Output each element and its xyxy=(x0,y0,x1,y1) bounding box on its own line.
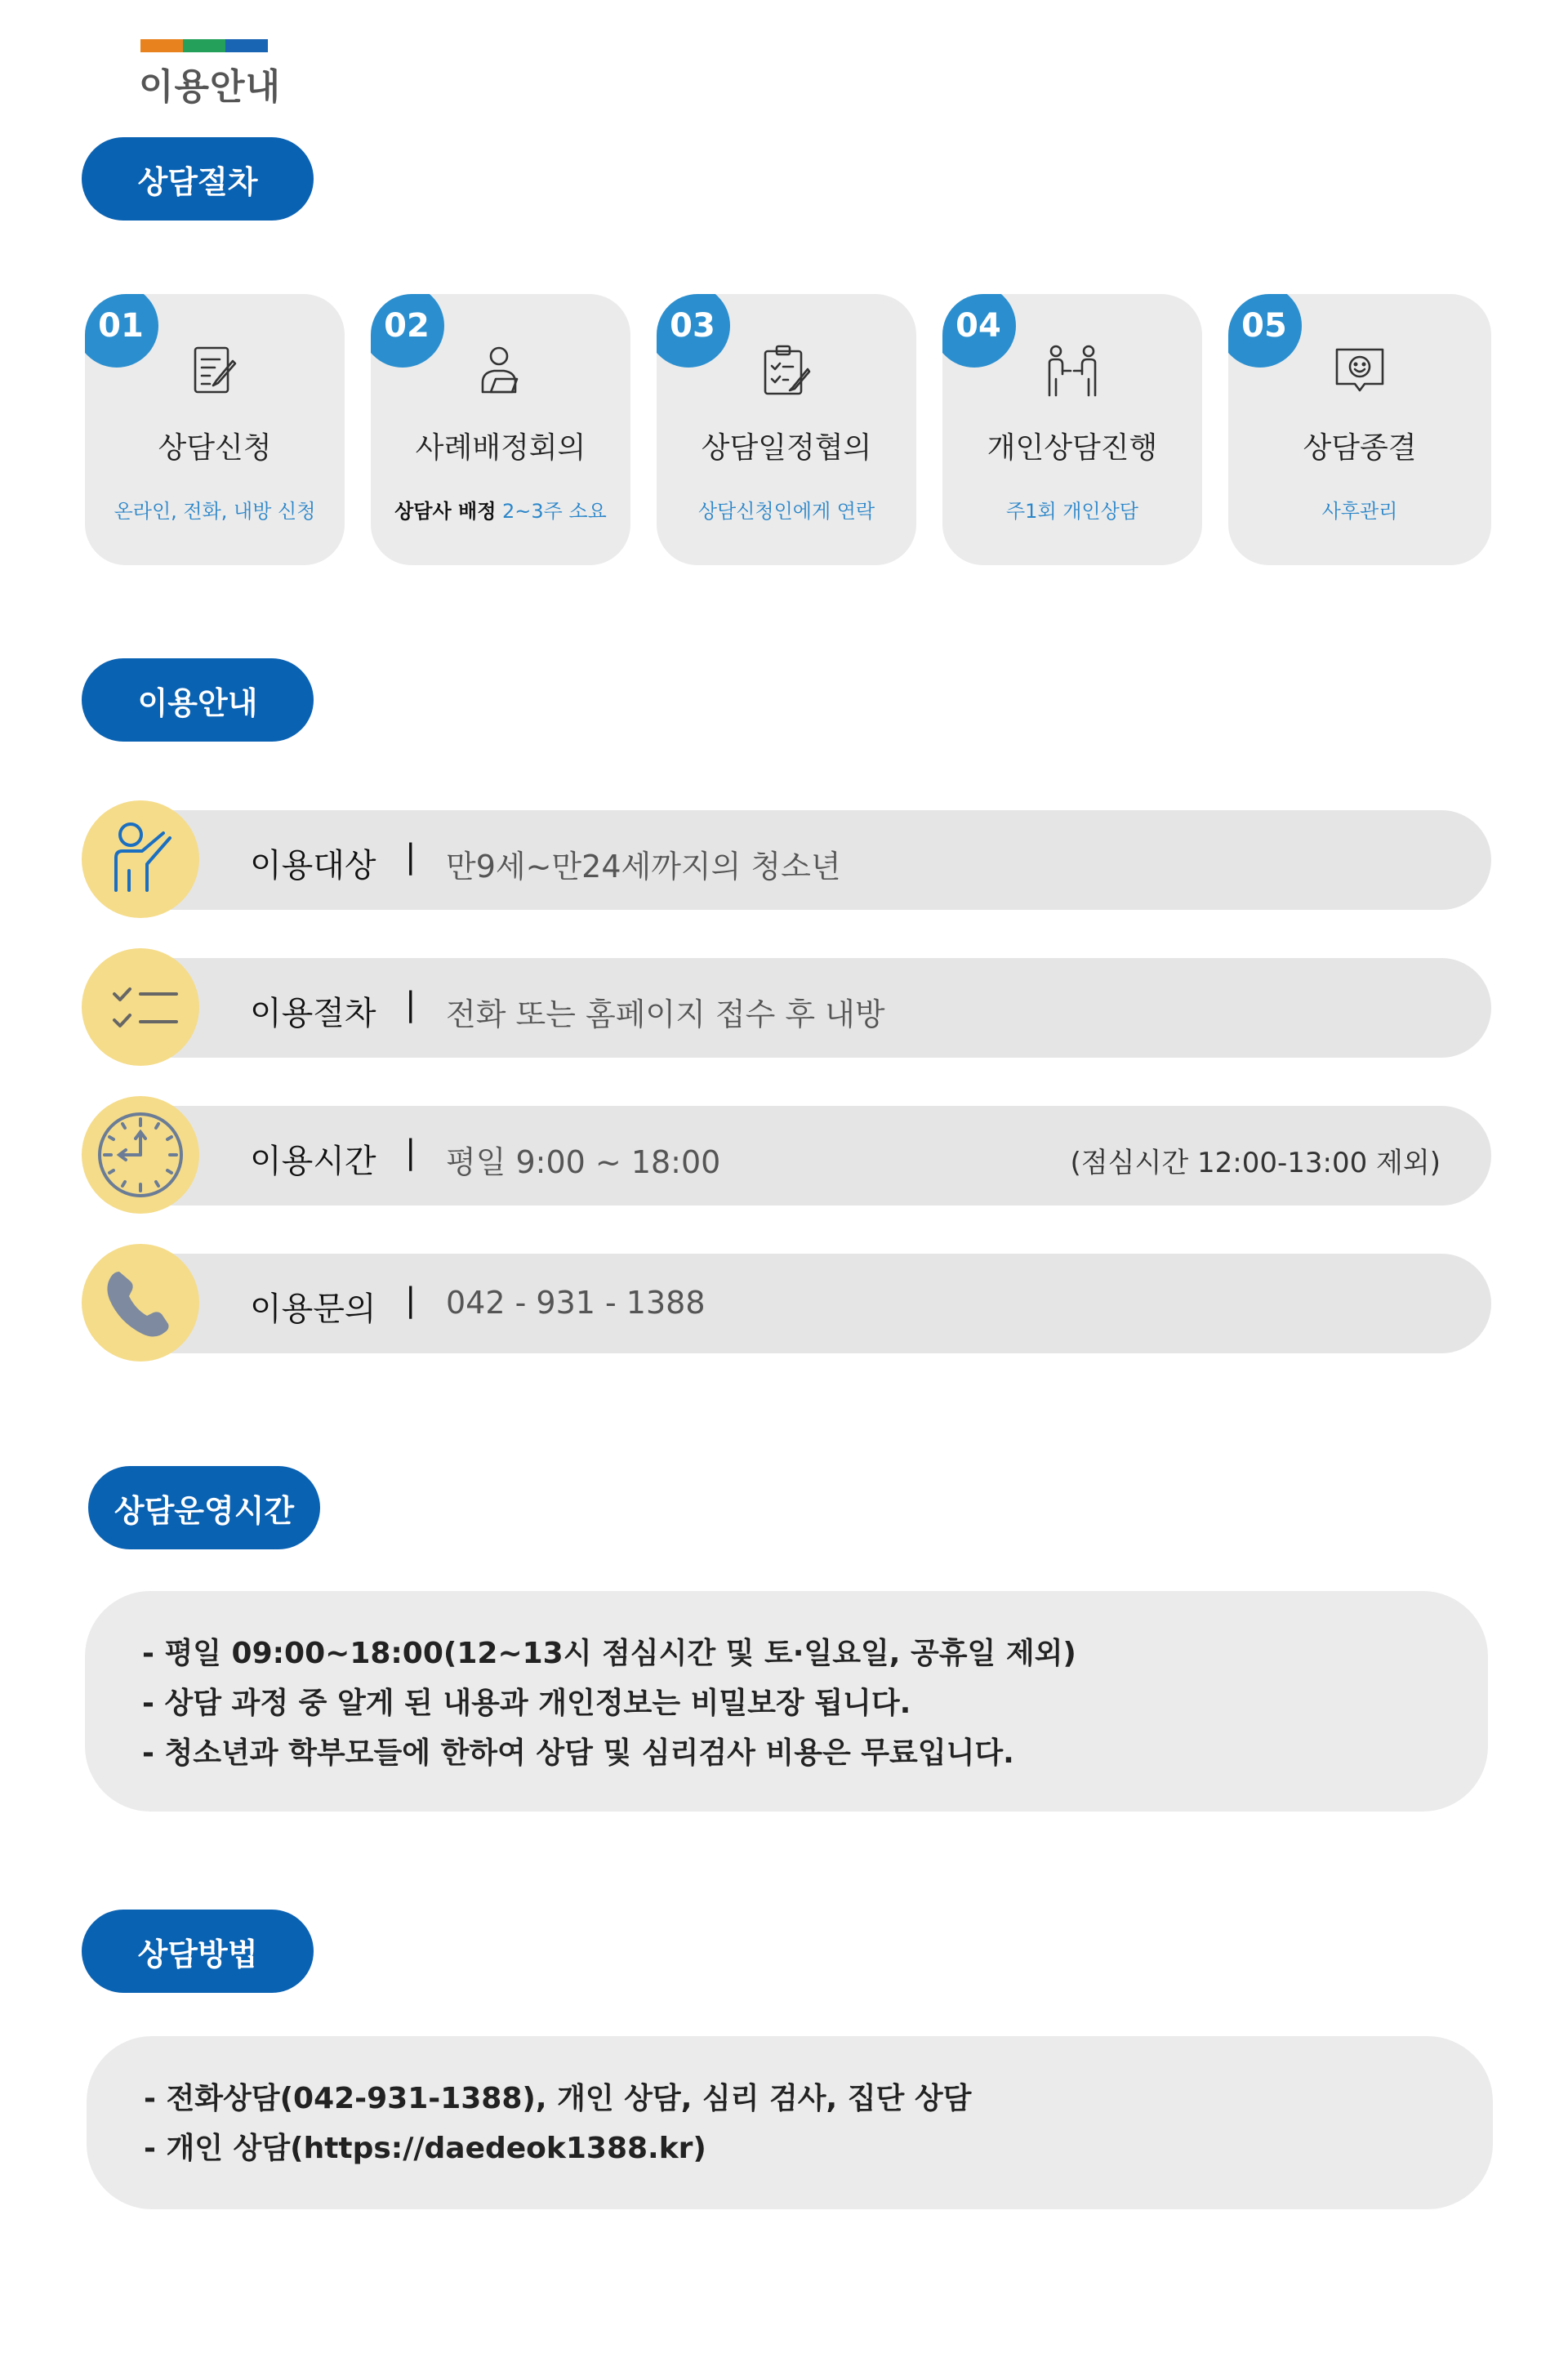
step-card-4 xyxy=(942,294,1202,565)
step-card-5 xyxy=(1228,294,1491,565)
step-number-badge: 04 xyxy=(942,294,1016,368)
step-desc: 상담신청인에게 연락 xyxy=(697,500,875,523)
step-number-badge: 03 xyxy=(657,294,730,368)
hours-info-box xyxy=(85,1591,1488,1812)
row-note: (점심시간 12:00-13:00 제외) xyxy=(1070,1147,1441,1179)
row-label: 이용시간 xyxy=(250,1143,376,1180)
method-info-box xyxy=(87,2036,1493,2209)
section-pill-guide: 이용안내 xyxy=(82,658,314,742)
person-laptop-icon xyxy=(471,341,530,400)
step-name: 상담일정협의 xyxy=(701,431,872,465)
clipboard-check-icon xyxy=(757,341,816,400)
step-desc: 사후관리 xyxy=(1321,500,1398,523)
row-icon-circle xyxy=(82,800,199,918)
document-edit-icon xyxy=(185,341,244,400)
clock-icon xyxy=(82,1096,199,1214)
row-separator: | xyxy=(405,838,416,876)
page-title: 이용안내 xyxy=(139,66,282,108)
method-line[interactable]: - 개인 상담(https://daedeok1388.kr) xyxy=(144,2132,706,2165)
hours-line: - 상담 과정 중 알게 된 내용과 개인정보는 비밀보장 됩니다. xyxy=(142,1687,911,1720)
row-value: 만9세~만24세까지의 청소년 xyxy=(446,849,841,885)
guide-row-contact xyxy=(122,1254,1491,1353)
step-number-badge: 02 xyxy=(371,294,444,368)
section-pill-method: 상담방법 xyxy=(82,1910,314,1993)
row-icon-circle xyxy=(82,948,199,1066)
title-color-bar xyxy=(140,39,268,52)
guide-row-target xyxy=(122,810,1491,910)
row-icon-circle xyxy=(82,1244,199,1362)
row-value: 평일 9:00 ~ 18:00 xyxy=(446,1144,721,1180)
phone-icon xyxy=(82,1244,199,1362)
step-card-3 xyxy=(657,294,916,565)
step-card-1 xyxy=(85,294,345,565)
hours-line: - 평일 09:00~18:00(12~13시 점심시간 및 토·일요일, 공휴일 제외) xyxy=(142,1637,1076,1670)
section-pill-hours: 상담운영시간 xyxy=(88,1466,320,1549)
step-name: 개인상담진행 xyxy=(987,431,1158,465)
row-label: 이용절차 xyxy=(250,995,376,1032)
step-name: 상담신청 xyxy=(158,431,272,465)
step-name: 사례배정회의 xyxy=(415,431,586,465)
row-label: 이용대상 xyxy=(250,847,376,885)
people-meeting-icon xyxy=(1043,341,1102,400)
step-desc: 상담사 배정 2~3주 소요 xyxy=(394,500,607,523)
guide-row-procedure xyxy=(122,958,1491,1058)
checklist-icon xyxy=(82,948,199,1066)
row-label: 이용문의 xyxy=(250,1290,376,1328)
guide-row-hours xyxy=(122,1106,1491,1206)
hours-line: - 청소년과 학부모들에 한하여 상담 및 심리검사 비용은 무료입니다. xyxy=(142,1736,1014,1770)
row-separator: | xyxy=(405,1281,416,1319)
person-raise-hand-icon xyxy=(82,800,199,918)
row-value[interactable]: 042 - 931 - 1388 xyxy=(446,1285,706,1321)
step-name: 상담종결 xyxy=(1303,431,1417,465)
step-number-badge: 01 xyxy=(85,294,158,368)
step-desc: 온라인, 전화, 내방 신청 xyxy=(114,500,316,523)
step-desc: 주1회 개인상담 xyxy=(1005,500,1138,523)
row-separator: | xyxy=(405,1134,416,1171)
smile-chat-icon xyxy=(1330,341,1389,400)
section-pill-procedure: 상담절차 xyxy=(82,137,314,221)
row-separator: | xyxy=(405,986,416,1023)
row-icon-circle xyxy=(82,1096,199,1214)
row-value: 전화 또는 홈페이지 접수 후 내방 xyxy=(446,996,885,1032)
step-card-2 xyxy=(371,294,630,565)
method-line: - 전화상담(042-931-1388), 개인 상담, 심리 검사, 집단 상담 xyxy=(144,2082,972,2115)
step-number-badge: 05 xyxy=(1228,294,1302,368)
